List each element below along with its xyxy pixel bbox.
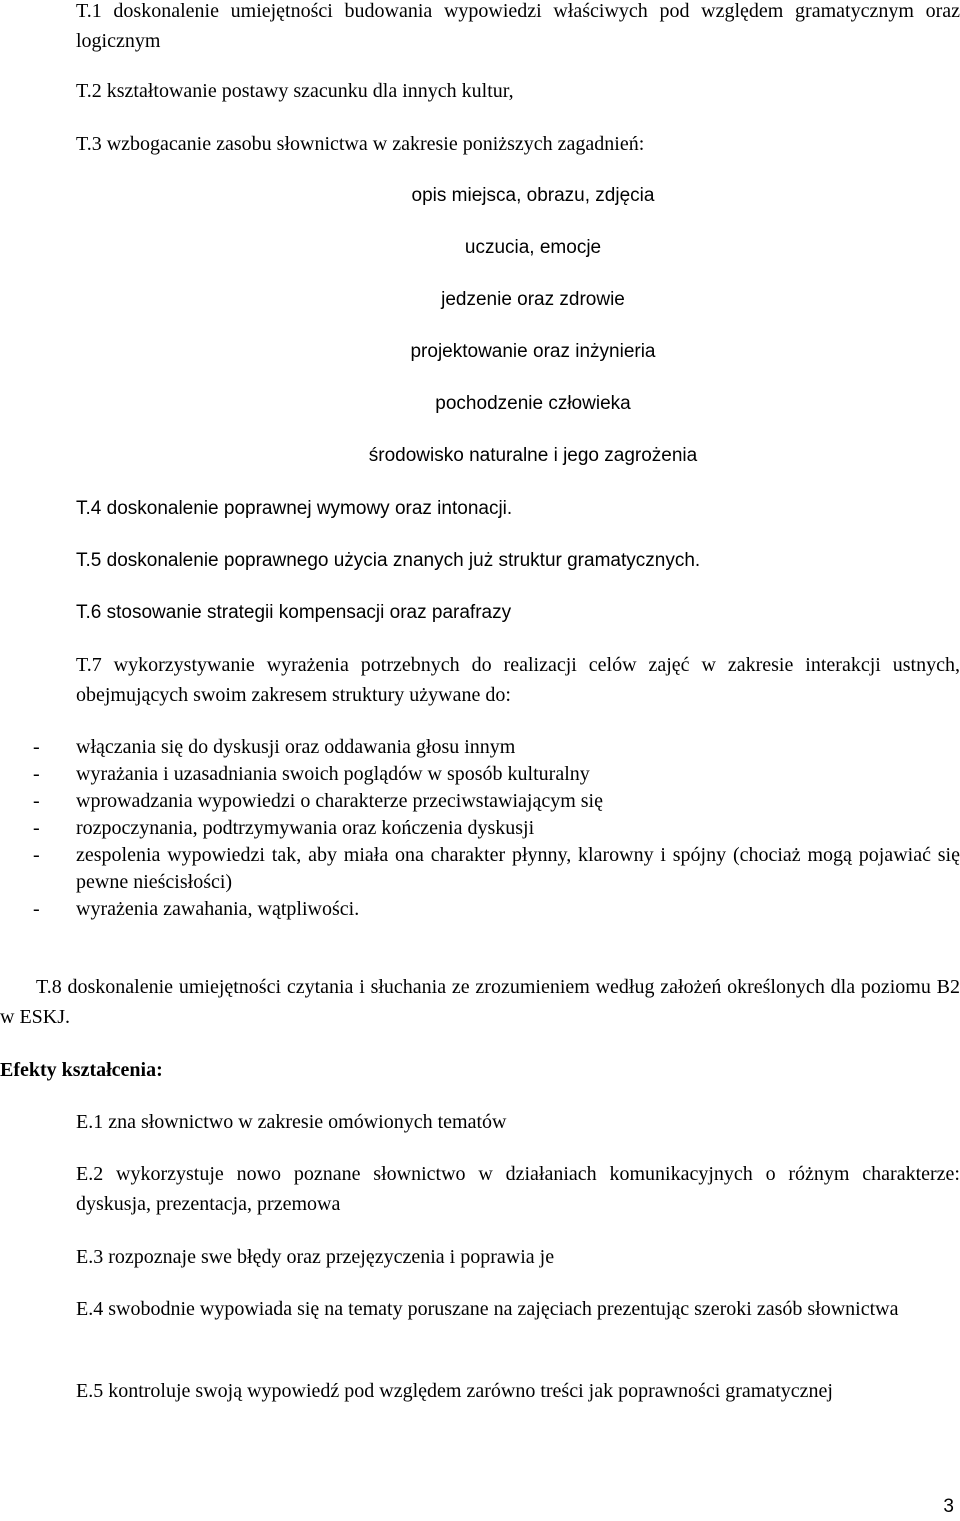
topic-item: projektowanie oraz inżynieria xyxy=(410,341,656,362)
list-bullet: - xyxy=(33,763,40,785)
outcome-item: E.3 rozpoznaje swe błędy oraz przejęzyczenia i poprawia je xyxy=(76,1246,555,1268)
outcome-item: E.2 wykorzystuje nowo poznane słownictwo w działaniach komunikacyjnych o różnym charakterze: dyskusja, prezentacja, przemowa xyxy=(76,1163,960,1215)
list-bullet: - xyxy=(33,844,40,866)
list-item-text: wyrażania i uzasadniania swoich poglądów w sposób kulturalny xyxy=(76,763,590,785)
list-bullet: - xyxy=(33,790,40,812)
list-item-text: rozpoczynania, podtrzymywania oraz kończenia dyskusji xyxy=(76,817,535,839)
topic-item: pochodzenie człowieka xyxy=(435,393,631,414)
section-t4: T.4 doskonalenie poprawnej wymowy oraz intonacji. xyxy=(76,498,513,519)
section-t8: T.8 doskonalenie umiejętności czytania i słuchania ze zrozumieniem według założeń określonych dla poziomu B2 w ESKJ. xyxy=(0,976,960,1028)
list-bullet: - xyxy=(33,817,40,839)
section-t2: T.2 kształtowanie postawy szacunku dla innych kultur, xyxy=(76,80,514,102)
list-item-text: wprowadzania wypowiedzi o charakterze przeciwstawiającym się xyxy=(76,790,603,812)
topic-item: środowisko naturalne i jego zagrożenia xyxy=(368,445,698,466)
list-bullet: - xyxy=(33,898,40,920)
list-item-text: włączania się do dyskusji oraz oddawania głosu innym xyxy=(76,736,516,758)
topic-item: jedzenie oraz zdrowie xyxy=(441,289,625,310)
topic-item: uczucia, emocje xyxy=(464,237,602,258)
list-item-text: zespolenia wypowiedzi tak, aby miała ona charakter płynny, klarowny i spójny (chociaż mogą pojawiać się pewne nieścisłości) xyxy=(76,844,960,893)
outcome-item: E.1 zna słownictwo w zakresie omówionych tematów xyxy=(76,1111,507,1133)
section-t3: T.3 wzbogacanie zasobu słownictwa w zakresie poniższych zagadnień: xyxy=(76,133,645,155)
page-number: 3 xyxy=(943,1496,954,1517)
topic-item: opis miejsca, obrazu, zdjęcia xyxy=(411,185,655,206)
section-t6: T.6 stosowanie strategii kompensacji oraz parafrazy xyxy=(76,602,512,623)
section-t7: T.7 wykorzystywanie wyrażenia potrzebnych do realizacji celów zajęć w zakresie interakcji ustnych, obejmujących swoim zakresem struktury używane do: xyxy=(76,654,960,706)
list-item-text: wyrażenia zawahania, wątpliwości. xyxy=(76,898,360,920)
section-t1: T.1 doskonalenie umiejętności budowania wypowiedzi właściwych pod względem gramatycznym oraz logicznym xyxy=(76,0,960,52)
list-bullet: - xyxy=(33,736,40,758)
section-t5: T.5 doskonalenie poprawnego użycia znanych już struktur gramatycznych. xyxy=(76,550,701,571)
outcomes-heading: Efekty kształcenia: xyxy=(0,1059,163,1081)
outcome-item: E.5 kontroluje swoją wypowiedź pod względem zarówno treści jak poprawności gramatycznej xyxy=(76,1380,833,1402)
outcome-item: E.4 swobodnie wypowiada się na tematy poruszane na zajęciach prezentując szeroki zasób słownictwa xyxy=(76,1298,899,1320)
